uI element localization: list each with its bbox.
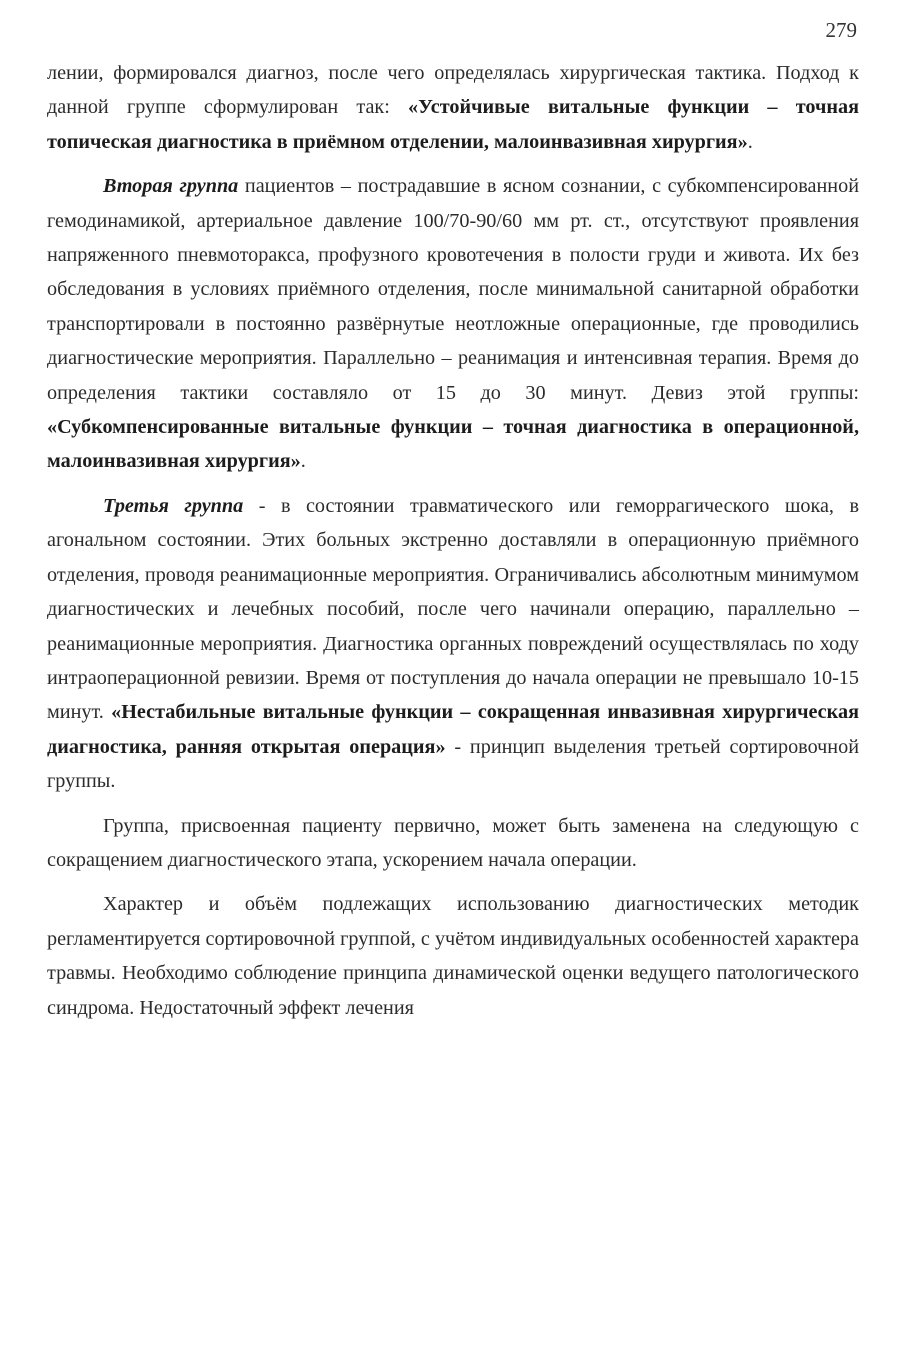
paragraph-1 xyxy=(47,56,859,159)
paragraph-4 xyxy=(47,809,859,878)
text-segment: Характер и объём подлежащих использованию диагностических методик регламентируется сортировочной группой, с учётом индивидуальных особенностей характера травмы. Необходимо соблюдение принципа динамической оценки ведущего патологического синдрома. Недостаточный эффект лечения xyxy=(47,893,859,1019)
bold-motto: «Нестабильные витальные функции – сокращенная инвазивная хирургическая диагностика, ранняя открытая операция» xyxy=(47,701,859,758)
paragraph-5 xyxy=(47,887,859,1025)
page-number: 279 xyxy=(825,18,857,42)
text-segment: - принцип выделения третьей сортировочной группы. xyxy=(47,735,859,793)
page-body xyxy=(47,56,859,1035)
text-segment: - в состоянии травматического или геморрагического шока, в агональном состоянии. Этих больных экстренно доставляли в операционную приёмного отделения, проводя реанимационные мероприятия. Ограничивались абсолютным минимумом диагностических и лечебных пособий, после чего начинали операцию, параллельно – реанимационные мероприятия. Диагностика органных повреждений осуществлялась по ходу интраоперационной ревизии. Время от поступления до начала операции не превышало 10-15 минут. xyxy=(47,494,860,724)
group-heading: Вторая группа xyxy=(103,175,239,198)
text-segment: лении, формировался диагноз, после чего определялась хирургическая тактика. Подход к данной группе сформулирован так: xyxy=(47,62,859,119)
paragraph-2 xyxy=(47,169,859,479)
bold-motto: «Устойчивые витальные функции – точная топическая диагностика в приёмном отделении, малоинвазивная хирургия» xyxy=(47,96,859,153)
text-segment: пациентов – пострадавшие в ясном сознании, с субкомпенсированной гемодинамикой, артериальное давление 100/70-90/60 мм рт. ст., отсутствуют проявления напряженного пневмоторакса, профузного кровотечения в полости груди и живота. Их без обследования в условиях приёмного отделения, после минимальной санитарной обработки транспортировали в постоянно развёрнутые неотложные операционные, где проводились диагностические мероприятия. Параллельно – реанимация и интенсивная терапия. Время до определения тактики составляло от 15 до 30 минут. Девиз этой группы: xyxy=(47,175,859,404)
paragraph-3 xyxy=(47,489,859,799)
group-heading: Третья группа xyxy=(103,494,244,517)
text-segment: Группа, присвоенная пациенту первично, может быть заменена на следующую с сокращением диагностического этапа, ускорением начала операции. xyxy=(47,814,859,871)
bold-motto: «Субкомпенсированные витальные функции – точная диагностика в операционной, малоинвазивная хирургия» xyxy=(47,416,859,473)
text-segment: . xyxy=(747,130,753,153)
text-segment: . xyxy=(300,450,306,473)
